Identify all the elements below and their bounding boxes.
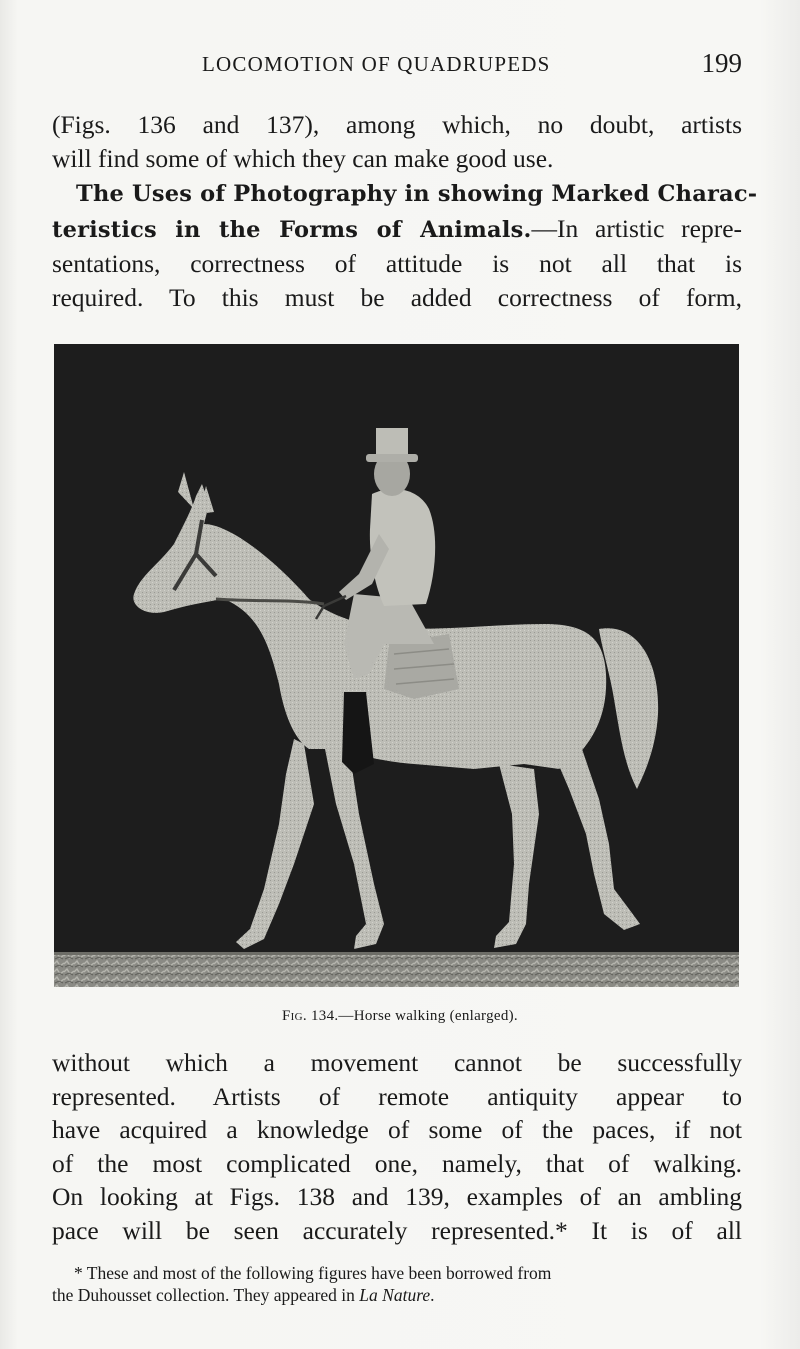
figure-horse-photograph <box>54 344 739 987</box>
page-number: 199 <box>701 48 742 78</box>
text-line: pace will be seen accurately represented.* It is of all <box>52 1215 742 1245</box>
text-line: On looking at Figs. 138 and 139, examples of an ambling <box>52 1182 742 1212</box>
footnote-journal-title: La Nature <box>359 1285 431 1305</box>
top-paragraph <box>52 108 742 175</box>
footnote-line <box>52 1284 744 1306</box>
footnote <box>52 1262 744 1306</box>
running-head <box>52 48 742 78</box>
figure-caption <box>0 1008 800 1025</box>
footnote-period: . <box>430 1285 435 1305</box>
text-line: (Figs. 136 and 137), among which, no doubt, artists <box>52 110 742 139</box>
text-line: have acquired a knowledge of some of the paces, if not <box>52 1115 742 1145</box>
text-line: will find some of which they can make good use. <box>52 143 554 173</box>
section-heading: The Uses of Photography in showing Marked Charac- <box>76 181 758 207</box>
figure-caption-text: —Horse walking (enlarged). <box>338 1008 518 1024</box>
rider-top-hat <box>376 428 408 458</box>
section-paragraph <box>52 176 758 314</box>
figure-caption-label: Fig. 134. <box>282 1008 339 1024</box>
text-line: required. To this must be added correctness of form, <box>52 282 742 312</box>
section-heading-continued: teristics in the Forms of Animals. <box>52 216 532 243</box>
section-text-run: —In artistic repre- <box>531 213 743 243</box>
bottom-paragraph <box>52 1046 742 1248</box>
footnote-text: the Duhousset collection. They appeared in <box>52 1285 360 1305</box>
text-line: sentations, correctness of attitude is not all that is <box>52 249 742 279</box>
footnote-line: * These and most of the following figures have been borrowed from <box>74 1263 552 1283</box>
text-line: without which a movement cannot be successfully <box>52 1048 742 1077</box>
text-line: of the most complicated one, namely, that of walking. <box>52 1148 742 1178</box>
ground-strip <box>54 954 739 987</box>
text-line: represented. Artists of remote antiquity appear to <box>52 1081 742 1111</box>
section-heading-line <box>52 176 758 212</box>
running-head-title: LOCOMOTION OF QUADRUPEDS <box>202 52 551 76</box>
section-heading-line <box>52 212 742 248</box>
horse-rider-illustration <box>54 344 739 987</box>
